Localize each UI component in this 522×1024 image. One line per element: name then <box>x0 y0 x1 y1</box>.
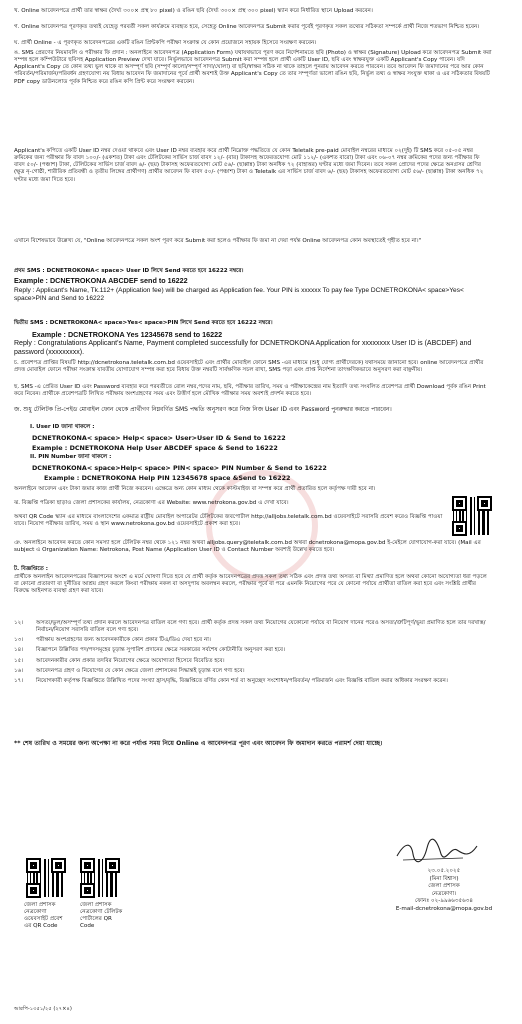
sms1-title: প্রথম SMS : DCNETROKONA< space> User ID লিখে Send করতে হবে 16222 নম্বরে। <box>14 268 244 274</box>
list-item: ১৪। বিজ্ঞাপনে উল্লিখিত পদ/পদসমূহের চূড়ান্ত সুপারিশ প্রদানের ক্ষেত্রে সরকারের সর্বশেষ কোটানীতি অনুসরণ করা হবে। <box>14 647 286 654</box>
sms1-reply: Reply : Applicant's Name, Tk.112+ (Application fee) will be charged as Application fee. Your PIN is xxxxxx To pay fee Type DCNETROKONA< space>Yes< space>PIN and Send to 16222 <box>14 287 464 303</box>
final-note: ** শেষ তারিখ ও সময়ের জন্য অপেক্ষা না করে পর্যাপ্ত সময় নিয়ে Online এ আবেদনপত্র পূরণ এবং আবেদন ফি জমাদান করতে পরামর্শ দেয়া যাচ্ছে। <box>14 740 383 747</box>
sms2-reply: Reply : Congratulations Applicant's Name, Payment completed successfully for DCNETROKONA Application for xxxxxxxx User ID is (ABCDEF) and password (xxxxxxxxx). <box>14 340 472 356</box>
signatory-email: E-mail-dcnetrokona@mopa.gov.bd <box>395 905 493 912</box>
section-cha: চ. প্রবেশপত্র প্রাপ্তির বিষয়টি http://dcnetrokona.teletalk.com.bd ওয়েবসাইটে এবং প্রার্থীর মোবাইল ফোনে SMS -এর মাধ্যমে (শুধু যোগ্য প্রার্থীদেরকে) যথাসময়ে জানানো হবে। online আবেদনপত্রে প্রার্থীর প্রদত্ত মোবাইল ফোনে পরীক্ষা সংক্রান্ত যাবতীয় যোগাযোগ সম্পন্ন করা হবে বিধায় উক্ত নম্বরটি সার্বক্ষণিক সচল রাখা, SMS পড়া এবং প্রাপ্ত নির্দেশনা তাৎক্ষণিকভাবে অনুসরণ করা বাঞ্ছনীয়। <box>14 360 484 374</box>
section-ya: ঞ. অনলাইনে আবেদন করতে কোন সমস্যা হলে টেলিটক নম্বর থেকে ১২১ নম্বর অথবা alljobs.query@teletalk.com.bd অথবা dcnetrokona@mopa.gov.bd ই-মেইলে যোগাযোগ-করা যাবে। (Mail এর subject এ Organization Name: Netrokona, Post Name (Application User ID ও Contact Number অবশ্যই উল্লেখ করতে হবে। <box>14 540 481 554</box>
memo-number: আরপি-১৩৫১/২৫ (২৭×৪) <box>14 1006 72 1012</box>
list-item: ১৩। পরীক্ষায় অংশগ্রহণের জন্য আবেদনকারীকে কোন প্রকার টিএ/ডিএ দেয়া হবে না। <box>14 637 211 644</box>
qr-caption-website: জেলা প্রশাসক নেত্রকোণা ওয়েবসাইট প্রবেশ এর QR Code <box>24 902 63 929</box>
uid-example: Example : DCNETROKONA Help User ABCDEF space & Send to 16222 <box>32 444 278 452</box>
qr-caption-teletalk: জেলা প্রশাসক নেত্রকোণা টেলিটক পোর্টালের QR Code <box>80 902 123 929</box>
section-ta-body: প্রার্থীকে অনলাইন আবেদনপত্রের বিজ্ঞাপনের অংশে এ মর্মে ঘোষণা দিতে হবে যে প্রার্থী কর্তৃক আবেদনপত্রের প্রদত্ত সকল তথ্য সঠিক এবং প্রদত্ত তথ্য অসত্য বা মিথ্যা প্রমাণিত হলে অথবা কোনো অযোগ্যতা ধরা পড়লে বা কোনো প্রতারণা বা দুর্নীতির আশ্রয় গ্রহণ করলে কিংবা পরীক্ষায় নকল বা অসদুপায় অবলম্বন করলে, পরীক্ষার পূর্বে বা পরে এমনকি নিয়োগের পরে যে কোনো পর্যায়ে প্রার্থীতা বাতিল করা হবে এবং সংশ্লিষ্ট প্রার্থীর বিরুদ্ধে আইনগত ব্যবস্থা গ্রহণ করা যাবে। <box>14 574 487 595</box>
signatory-phone: ফোনঃ ০২-৯৯৬৬৩৫৬৩৪ <box>414 898 474 905</box>
pin-label: II. PIN Number জানা থাকলে : <box>30 454 112 460</box>
uid-label: I. User ID জানা থাকলে : <box>30 424 95 430</box>
list-item: ১২। অসত্য/ভুল/অসম্পূর্ণ তথ্য প্রদান করলে আবেদনপত্র বাতিল বলে গণ্য হবে। প্রার্থী কর্তৃক প্রদত্ত সকল তথ্য নিয়োগের যেকোনো পর্যায়ে বা নিয়োগ দানের পরেও অসত্য/ত্রুটিপূর্ণ/ভুয়া প্রমাণিত হলে তার দরখাস্ত/নির্বাচন/নিয়োগ সরাসরি বাতিল বলে গণ্য হবে। <box>14 620 486 634</box>
signatory-name: (মিনা বিশ্বাস) <box>429 875 459 882</box>
list-item: ১৭। নিয়োগকারী কর্তৃপক্ষ বিজ্ঞপ্তিতে উল্লিখিত পদের সংখ্যা হ্রাস/বৃদ্ধি, বিজ্ঞপ্তিতে বর্ণিত কোন শর্ত বা অনুচ্ছেদ সংশোধন/পরিবর্তন/ পরিমার্জন এবং বিজ্ঞপ্তি বাতিল করার অধিকার সংরক্ষণ করেন। <box>14 677 448 684</box>
sms1-example: Example : DCNETROKONA ABCDEF send to 16222 <box>14 276 188 285</box>
numbered-items <box>14 620 492 688</box>
qr-code-icon <box>452 496 492 536</box>
signature-image <box>393 836 481 868</box>
qr-paragraph: অথবা QR Code স্ক্যান এর মাধ্যমে বাংলাদেশের একমাত্র রাষ্ট্রীয় মোবাইল অপারেটর টেলিটকের জবপোর্টাল http://alljobs.teletalk.com.bd ওয়েবসাইটে সরাসরি প্রবেশ করেও বিজ্ঞপ্তি পাওয়া যাবে। নিয়োগ পরীক্ষার তারিখ, সময় ও স্থান www.netrokona.gov.bd ওয়েবসাইটে প্রকাশ করা হবে। <box>14 514 443 528</box>
section-sms-rules: ঙ. SMS প্রেরণের নিয়মাবলি ও পরীক্ষার ফি প্রদান : অনলাইনে আবেদনপত্র (Application Form) যথাযথভাবে পূরণ করে নির্দেশনামতে ছবি (Photo) ও স্বাক্ষর (Signature) Upload করে আবেদনপত্র Submit করা সম্পন্ন হলে কম্পিউটারে ছবিসহ Application Preview দেখা যাবে। নির্ভুলভাবে আবেদনপত্র Submit করা সম্পন্ন হলে প্রার্থী একটি User ID, ছবি এবং স্বাক্ষরযুক্ত একটি Applicant's Copy পাবেন। যদি Applicant's Copy তে কোন তথ্য ভুল থাকে বা অসম্পূর্ণ ছবি (সম্পূর্ণ কালো/সম্পূর্ণ সাদা/ঘোলা) বা ছবি/স্বাক্ষর সঠিক না থাকে তাহলে পুনরায় আবেদন করতে পারবেন। তবে আবেদন ফি জমাদানের পরে আর কোন পরিবর্তন/পরিমার্জন/পরিবর্ধন গ্রহণযোগ্য নয় বিধায় আবেদন ফি জমাদানের পূর্বে প্রার্থী অবশ্যই উক্ত Applicant's Copy তে তার সম্পূর্ণতা ভালো রঙিন ছবি, নির্ভুল তথ্য ও স্বাক্ষর সংযুক্ত থাকা ও এর সঠিকতার বিষয়টি PDF copy ডাউনলোড পূর্বক নিশ্চিত করে রঙিন কপি প্রিন্ট করে সংরক্ষণ করবেন। <box>14 50 492 85</box>
signature-date: ২৩.০৫.২০২৫ <box>427 868 461 874</box>
section-note: এখানে বিশেষভাবে উল্লেখ্য যে, "Online আবেদনপত্রে সকল অংশ পূরণ করে Submit করা হলেও পরীক্ষার ফি জমা না দেয়া পর্যন্ত Online আবেদনপত্র কোন অবস্থাতেই গৃহীত হবে না।" <box>14 238 422 244</box>
section-chha: ছ. SMS -এ প্রেরিত User ID এবং Password ব্যবহার করে পরবর্তীতে রোল নম্বর,পদের নাম, ছবি, পরীক্ষার তারিখ, সময় ও পরীক্ষাকেন্দ্রের নাম ইত্যাদি তথ্য সংবলিত প্রবেশপত্র প্রার্থী Download পূর্বক রঙিন Print করে নিবেন। প্রার্থীকে প্রবেশপত্রটি লিখিত পরীক্ষায় অংশগ্রহণের সময় এবং উত্তীর্ণ হলে মৌখিক পরীক্ষার সময় অবশ্যই প্রদর্শন করতে হবে। <box>14 384 486 398</box>
pin-example: Example : DCNETROKONA Help PIN 12345678 space &Send to 16222 <box>44 474 291 482</box>
section-ja: জ. শুধু টেলিটক প্রি-পেইড মোবাইল ফোন থেকে প্রার্থীগণ নিম্নবর্ণিত SMS পদ্ধতি অনুসরণ করে নিজ নিজ User ID এবং Password পুনরুদ্ধার করতে পারবেন। <box>14 406 392 413</box>
section-gha: ঘ. প্রার্থী Online - এ পূরণকৃত আবেদনপত্রের একটি রঙিন প্রিন্টকপি পরীক্ষা সংক্রান্ত যে কোন প্রয়োজনে সহায়ক হিসেবে সংরক্ষণ করবেন। <box>14 40 317 46</box>
signature-block <box>394 868 494 913</box>
sms2-title: দ্বিতীয় SMS : DCNETROKONA< space>Yes< space>PIN লিখে Send করতে হবে 16222 নম্বরে। <box>14 320 273 326</box>
section-jha: ঝ. বিজ্ঞপ্তি পত্রিকা ছাড়াও জেলা প্রশাসকের কার্যালয়, নেত্রকোণা এর Website: www.netrokona.gov.bd এ দেখা যাবে। <box>14 500 289 506</box>
section-kha: খ. Online আবেদনপত্রে প্রার্থী তার স্বাক্ষর (দৈর্ঘ্য ৩০০× প্রস্থ ৮০ pixel) ও রঙিন ছবি (দৈর্ঘ্য ৩০০× প্রস্থ ৩০০ pixel) স্ক্যান করে নির্ধারিত স্থানে Upload করবেন। <box>14 8 373 14</box>
signatory-district: নেত্রকোণা। <box>431 890 457 897</box>
list-item: ১৫। আবেদনকারীর কোন প্রকার তদবির নিয়োগের ক্ষেত্রে অযোগ্যতা হিসেবে বিবেচিত হবে। <box>14 657 225 664</box>
signatory-title: জেলা প্রশাসক <box>428 883 460 890</box>
qr-code-icon <box>80 858 120 898</box>
online-note: অনলাইনে আবেদন এবং টাকা জমার কাজ প্রার্থী নিজে করবেন। এক্ষেত্রে অন্য কোন মাধ্যম থেকে কাস্টমাইজ বা সম্পন্ন করে প্রার্থী প্রতারিত হলে কর্তৃপক্ষ দায়ী হবে না। <box>14 486 376 492</box>
section-ga: গ. Online আবেদনপত্র পূরণকৃত তথ্যই যেহেতু পরবর্তী সকল কার্যক্রমে ব্যবহৃত হবে, সেহেতু Online আবেদনপত্র Submit করার পূর্বেই পূরণকৃত সকল তথ্যের সঠিকতা সম্পর্কে প্রার্থী নিজে শতভাগ নিশ্চিত হবেন। <box>14 24 480 30</box>
qr-code-icon <box>26 858 66 898</box>
sms2-example: Example : DCNETROKONA Yes 12345678 send to 16222 <box>32 330 223 339</box>
uid-command: DCNETROKONA< space> Help< space> User>User ID & Send to 16222 <box>32 434 286 442</box>
pin-command: DCNETROKONA< space>Help< space> PIN< space> PIN Number & Send to 16222 <box>32 464 327 472</box>
section-ta: ট. বিজ্ঞপ্তিতে : <box>14 566 49 572</box>
section-fee: Applicant's কপিতে একটি User ID নম্বর দেওয়া থাকবে এবং User ID নম্বর ব্যবহার করে প্রার্থী নিম্নোক্ত পদ্ধতিতে যে কোন Teletalk pre-paid মোবাইল নম্বরের মাধ্যমে ০২(দুই) টি SMS করে ০৫-০৫ নম্বর ক্রমিকের জন্য পরীক্ষার ফি বাবদ ১০০/- (একশত) টাকা এবং টেলিটকের সার্ভিস চার্জ বাবদ ১২/- (বার) টাকাসহ অফেরতযোগ্য মোট ১১২/- (একশত বারো) টাকা এবং ০৬-০৭ নম্বর ক্রমিকের পদের জন্য পরীক্ষার ফি বাবদ ৫০/- (পঞ্চাশ) টাকা, টেলিটকের সার্ভিস চার্জ বাবদ ৬/- (ছয়) টাকাসহ অফেরতযোগ্য মোট ৫৬/- (ছাপ্পান্ন) টাকা অনধিক ৭২ (বাহাত্তর) ঘণ্টার মধ্যে জমা দিবেন। তবে সকল প্রোদের পদের ক্ষেত্রে অনগ্রসর শ্রেণির (ক্ষুদ্র নৃ-গোষ্ঠী, শারীরিক প্রতিবন্ধী ও তৃতীয় লিঙ্গের প্রার্থীগণ) প্রার্থীর আবেদন ফি বাবদ ৫০/- (পঞ্চাশ) টাকা ও Teletalk এর সার্ভিস চার্জ বাবদ ৬/- (ছয়) টাকাসহ অফেরতযোগ্য মোট ৫৬/- (ছাপ্পান্ন) টাকা অনধিক ৭২ ঘণ্টার মধ্যে জমা দিতে হবে। <box>14 148 484 183</box>
list-item: ১৬। আবেদনপত্র গ্রহণ ও নিয়োগের যে কোন ক্ষেত্রে জেলা প্রশাসকের সিদ্ধান্তই চূড়ান্ত বলে গণ্য হবে। <box>14 667 245 674</box>
